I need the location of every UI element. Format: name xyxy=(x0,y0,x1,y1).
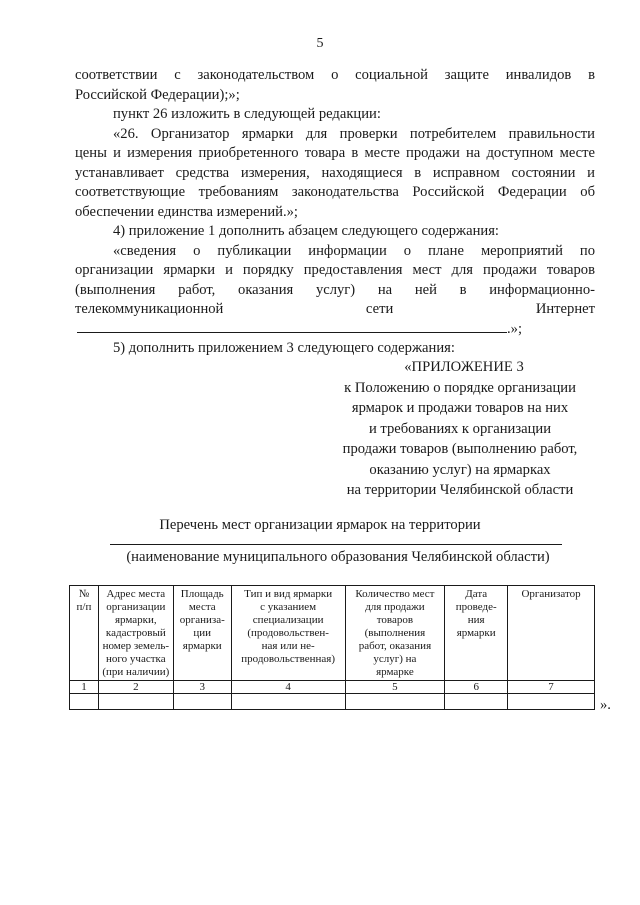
header-cell-line: ная или не- xyxy=(261,640,315,652)
municipality-caption: (наименование муниципального образования Челябинской области) xyxy=(126,549,550,565)
header-cell xyxy=(98,586,173,681)
paragraph-1-line-2: Российской Федерации);»; xyxy=(75,86,240,103)
paragraph-3-line-5: обеспечении единства измерений.»; xyxy=(75,203,298,220)
empty-cell xyxy=(98,694,173,710)
header-cell-line: ярмарки, xyxy=(115,614,157,626)
header-cell-line: номер земель- xyxy=(102,640,170,652)
empty-cell xyxy=(231,694,345,710)
paragraph-5-end: .»; xyxy=(507,320,522,337)
header-cell-line: ного участка xyxy=(106,653,166,665)
header-cell-line: проведе- xyxy=(455,601,497,613)
paragraph-3-line-2: цены и измерения приобретенного товара в месте продажи на доступном месте xyxy=(75,145,595,161)
annex-title: «ПРИЛОЖЕНИЕ 3 xyxy=(404,359,524,375)
paragraph-5-line-2: организации ярмарки и порядку предоставления мест для продажи товаров xyxy=(75,262,595,278)
column-number-cell: 4 xyxy=(231,681,345,694)
header-cell-line: Организатор xyxy=(521,588,581,600)
header-cell-line: товаров xyxy=(376,614,414,626)
header-cell xyxy=(345,586,445,681)
empty-cell xyxy=(445,694,508,710)
header-cell xyxy=(173,586,231,681)
closing-quote: ». xyxy=(600,697,611,713)
column-number-cell: 2 xyxy=(98,681,173,694)
paragraph-5-line-1: «сведения о публикации информации о плане мероприятий по xyxy=(113,242,595,259)
paragraph-2: пункт 26 изложить в следующей редакции: xyxy=(113,106,381,122)
paragraph-1-line-1: соответствии с законодательством о социальной защите инвалидов в xyxy=(75,67,595,83)
empty-cell xyxy=(345,694,445,710)
paragraph-3-line-3: устанавливает средства измерения, находящиеся в исправном состоянии и xyxy=(75,164,595,181)
header-cell-line: ярмарки xyxy=(456,627,496,639)
fair-places-table xyxy=(69,585,595,710)
header-cell-line: с указанием xyxy=(260,601,317,613)
header-cell xyxy=(70,586,99,681)
header-cell-line: продовольственная) xyxy=(241,653,335,665)
column-number-cell: 3 xyxy=(173,681,231,694)
annex-line-6: на территории Челябинской области xyxy=(346,482,574,498)
annex-line-3: и требованиях к организации xyxy=(368,420,552,437)
paragraph-5-line-5 xyxy=(75,320,595,340)
empty-cell xyxy=(173,694,231,710)
column-number-cell: 5 xyxy=(345,681,445,694)
header-cell-line: кадастровый xyxy=(105,627,166,639)
header-cell-line: п/п xyxy=(76,601,92,613)
annex-line-1: к Положению о порядке организации xyxy=(344,379,576,396)
annex-header xyxy=(310,357,610,501)
header-cell-line: ции xyxy=(193,627,212,639)
column-number-cell: 1 xyxy=(70,681,99,694)
column-number-row xyxy=(70,681,595,694)
header-cell xyxy=(445,586,508,681)
header-cell-line: Адрес места xyxy=(106,588,166,600)
header-cell-line: организации xyxy=(106,601,166,613)
header-cell-line: ния xyxy=(467,614,485,626)
header-cell-line: (выполнения xyxy=(364,627,426,639)
header-cell-line: ярмарки xyxy=(182,640,222,652)
header-cell-line: организа- xyxy=(179,614,225,626)
annex-line-5: оказанию услуг) на ярмарках xyxy=(369,461,551,478)
header-cell-line: Площадь xyxy=(180,588,224,600)
document-body xyxy=(75,66,595,359)
list-title: Перечень мест организации ярмарок на территории xyxy=(159,517,481,533)
header-cell xyxy=(231,586,345,681)
paragraph-4: 4) приложение 1 дополнить абзацем следующего содержания: xyxy=(113,223,499,239)
paragraph-3-line-4: соответствующие требованиям законодательства Российской Федерации об xyxy=(75,184,595,200)
header-cell-line: специализации xyxy=(252,614,324,626)
paragraph-5-line-3: (выполнения работ, оказания услуг) на ней в информационно- xyxy=(75,281,595,298)
header-cell-line: услуг) на xyxy=(373,653,417,665)
header-cell-line: Количество мест xyxy=(355,588,435,600)
table-header-row xyxy=(70,586,595,681)
header-cell-line: ярмарке xyxy=(376,666,414,678)
header-cell-line: Тип и вид ярмарки xyxy=(244,588,333,600)
municipality-fill-line xyxy=(110,544,562,545)
column-number-cell: 6 xyxy=(445,681,508,694)
blank-fill-line xyxy=(77,321,507,333)
empty-table-row xyxy=(70,694,595,710)
header-cell-line: Дата xyxy=(465,588,488,600)
empty-cell xyxy=(70,694,99,710)
header-cell-line: (продовольствен- xyxy=(247,627,329,639)
header-cell-line: для продажи xyxy=(365,601,425,613)
header-cell xyxy=(508,586,595,681)
header-cell-line: места xyxy=(188,601,216,613)
header-cell-line: № xyxy=(78,588,90,600)
paragraph-6: 5) дополнить приложением 3 следующего содержания: xyxy=(113,340,455,356)
annex-line-2: ярмарок и продажи товаров на них xyxy=(351,400,569,416)
annex-line-4: продажи товаров (выполнению работ, xyxy=(342,441,578,457)
paragraph-5-line-4: телекоммуникационной сети Интернет xyxy=(75,301,595,317)
header-cell-line: работ, оказания xyxy=(358,640,432,652)
column-number-cell: 7 xyxy=(508,681,595,694)
empty-cell xyxy=(508,694,595,710)
paragraph-3-line-1: «26. Организатор ярмарки для проверки потребителем правильности xyxy=(113,125,595,142)
header-cell-line: (при наличии) xyxy=(102,666,170,678)
page-number: 5 xyxy=(316,36,324,51)
